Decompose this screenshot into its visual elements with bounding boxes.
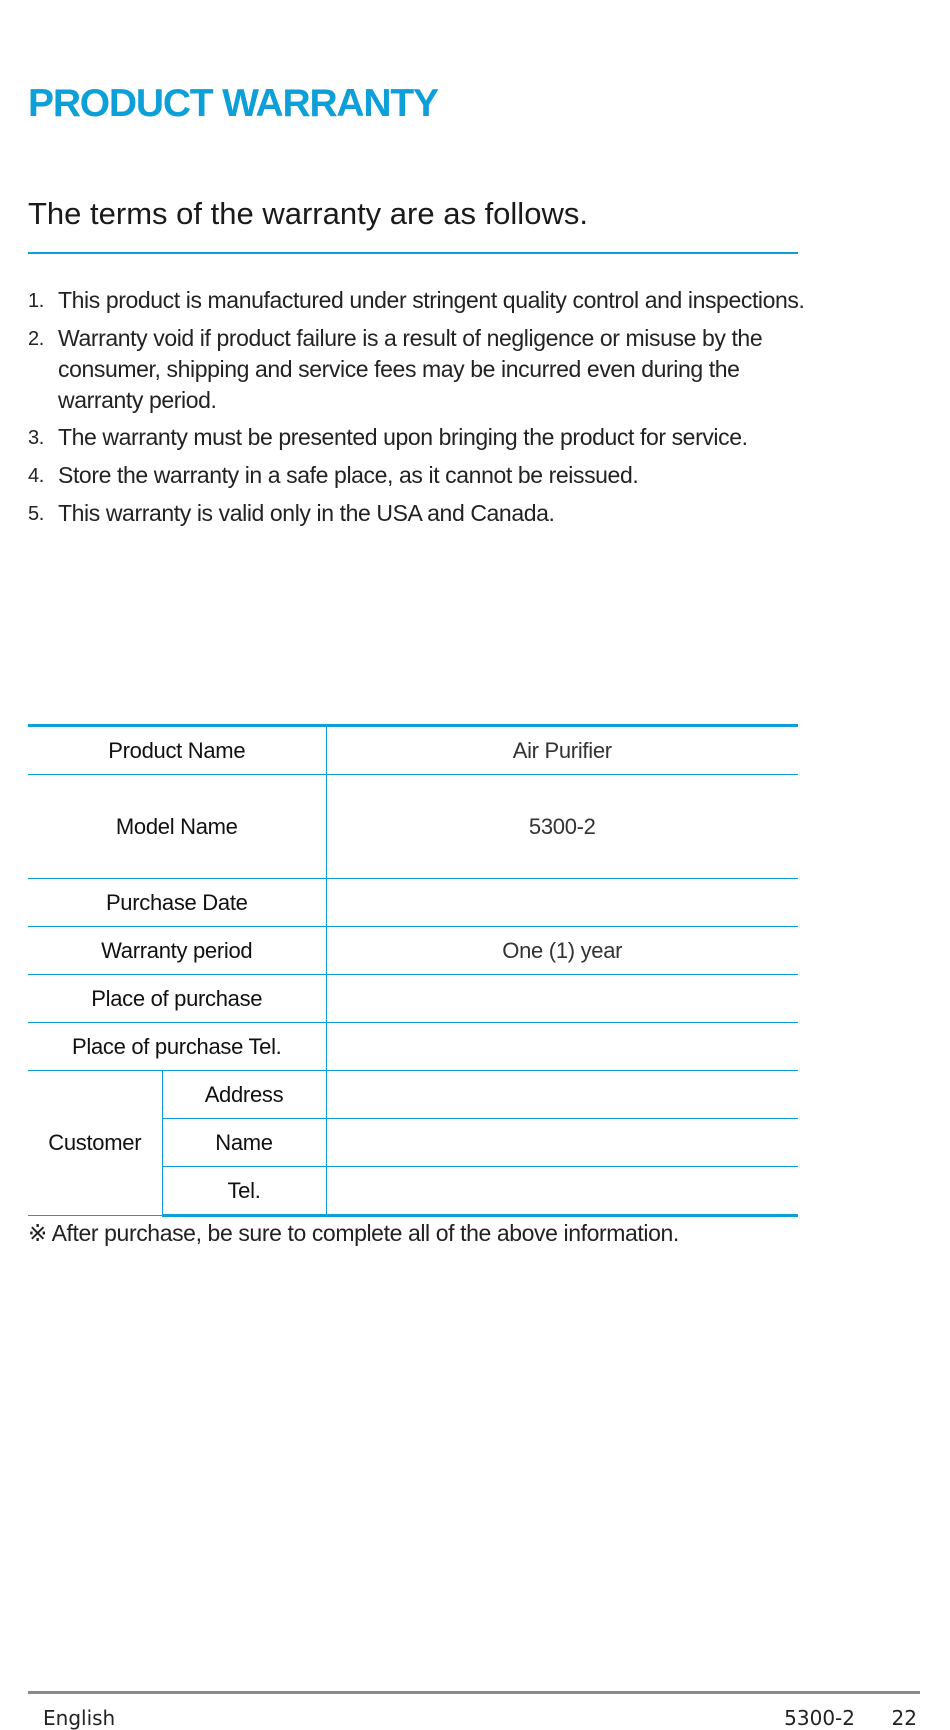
warranty-period-label: Warranty period xyxy=(28,927,326,975)
product-name-label: Product Name xyxy=(28,726,326,775)
list-item-number: 5. xyxy=(28,503,44,525)
table-row xyxy=(28,1071,798,1119)
purchase-date-label: Purchase Date xyxy=(28,879,326,927)
customer-name-label: Name xyxy=(162,1119,326,1167)
list-item xyxy=(28,285,808,317)
place-of-purchase-tel-label: Place of purchase Tel. xyxy=(28,1023,326,1071)
warranty-terms-list xyxy=(28,285,808,536)
list-item xyxy=(28,323,808,416)
model-name-label: Model Name xyxy=(28,775,326,879)
warranty-period-value: One (1) year xyxy=(326,927,798,975)
list-item xyxy=(28,460,808,492)
customer-name-field[interactable] xyxy=(326,1119,798,1167)
list-item-text: This product is manufactured under stringent quality control and inspections. xyxy=(58,287,805,313)
footer-model-number: 5300-2 xyxy=(784,1706,855,1730)
list-item xyxy=(28,422,808,454)
table-row xyxy=(28,775,798,879)
table-row xyxy=(28,975,798,1023)
footer-language: English xyxy=(43,1706,116,1730)
list-item xyxy=(28,498,808,530)
list-item-number: 1. xyxy=(28,290,44,312)
list-item-text: This warranty is valid only in the USA and Canada. xyxy=(58,500,555,526)
customer-tel-field[interactable] xyxy=(326,1167,798,1216)
table-row xyxy=(28,1023,798,1071)
customer-label: Customer xyxy=(28,1071,162,1216)
place-of-purchase-label: Place of purchase xyxy=(28,975,326,1023)
table-row xyxy=(28,726,798,775)
table-row xyxy=(28,927,798,975)
customer-address-field[interactable] xyxy=(326,1071,798,1119)
list-item-text: Store the warranty in a safe place, as it cannot be reissued. xyxy=(58,462,639,488)
customer-address-label: Address xyxy=(162,1071,326,1119)
page-title: PRODUCT WARRANTY xyxy=(28,82,438,125)
list-item-text: Warranty void if product failure is a result of negligence or misuse by the consumer, shipping and service fees may be incurred even during the warranty period. xyxy=(58,325,763,413)
page-number: 22 xyxy=(891,1706,917,1730)
footer-divider xyxy=(28,1691,920,1694)
warranty-info-table xyxy=(28,724,798,1217)
customer-tel-label: Tel. xyxy=(162,1167,326,1216)
purchase-date-field[interactable] xyxy=(326,879,798,927)
product-name-value: Air Purifier xyxy=(326,726,798,775)
list-item-number: 4. xyxy=(28,465,44,487)
model-name-value: 5300-2 xyxy=(326,775,798,879)
subtitle-divider xyxy=(28,252,798,254)
section-subtitle: The terms of the warranty are as follows. xyxy=(28,196,588,231)
table-row xyxy=(28,879,798,927)
list-item-text: The warranty must be presented upon bringing the product for service. xyxy=(58,424,748,450)
list-item-number: 2. xyxy=(28,328,44,350)
place-of-purchase-tel-field[interactable] xyxy=(326,1023,798,1071)
list-item-number: 3. xyxy=(28,427,44,449)
completion-note: ※ After purchase, be sure to complete all of the above information. xyxy=(28,1220,679,1246)
place-of-purchase-field[interactable] xyxy=(326,975,798,1023)
